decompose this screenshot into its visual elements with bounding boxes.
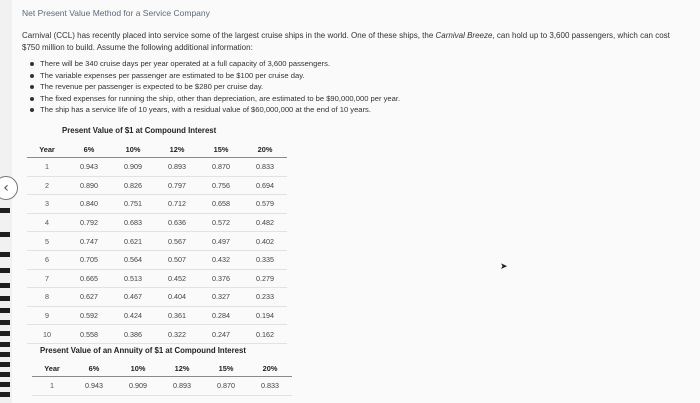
factor-cell: 0.592 [67, 306, 111, 325]
annuity-table [32, 360, 292, 396]
column-header: 12% [160, 360, 204, 377]
factor-cell: 0.327 [199, 288, 243, 307]
column-header: 6% [67, 141, 111, 158]
pv-table-title: Present Value of $1 at Compound Interest [62, 126, 217, 135]
column-header: 15% [199, 141, 243, 158]
column-header: Year [27, 141, 67, 158]
factor-cell: 0.279 [243, 269, 287, 288]
factor-cell: 0.636 [155, 213, 199, 232]
factor-cell: 0.683 [111, 213, 155, 232]
assumption-item: The revenue per passenger is expected to be $280 per cruise day. [30, 81, 400, 93]
factor-cell: 0.361 [155, 306, 199, 325]
factor-cell: 0.665 [67, 269, 111, 288]
table-row [27, 306, 287, 325]
factor-cell: 0.247 [199, 325, 243, 344]
factor-cell: 0.747 [67, 232, 111, 251]
factor-cell: 0.751 [111, 195, 155, 214]
table-row [27, 269, 287, 288]
edge-tick [0, 283, 10, 288]
factor-cell: 0.558 [67, 325, 111, 344]
column-header: 20% [243, 141, 287, 158]
year-cell: 6 [27, 250, 67, 269]
factor-cell: 0.482 [243, 213, 287, 232]
assumption-item: The variable expenses per passenger are estimated to be $100 per cruise day. [30, 70, 400, 82]
table-row [27, 158, 287, 177]
cursor-arrow-icon: ➤ [500, 262, 508, 272]
column-header: 10% [111, 141, 155, 158]
factor-cell: 0.507 [155, 250, 199, 269]
chevron-left-icon: ‹ [3, 180, 9, 196]
factor-cell: 0.890 [67, 176, 111, 195]
factor-cell: 0.335 [243, 250, 287, 269]
page-title: Net Present Value Method for a Service Company [22, 8, 210, 18]
factor-cell: 0.712 [155, 195, 199, 214]
factor-cell: 0.756 [199, 176, 243, 195]
factor-cell: 0.705 [67, 250, 111, 269]
factor-cell: 0.826 [111, 176, 155, 195]
factor-cell: 0.833 [248, 377, 292, 396]
table-row [32, 377, 292, 396]
table-row [27, 288, 287, 307]
problem-intro [22, 30, 682, 54]
factor-cell: 0.233 [243, 288, 287, 307]
column-header: 6% [72, 360, 116, 377]
table-row [27, 195, 287, 214]
factor-cell: 0.402 [243, 232, 287, 251]
edge-tick [0, 308, 10, 313]
factor-cell: 0.870 [204, 377, 248, 396]
factor-cell: 0.572 [199, 213, 243, 232]
factor-cell: 0.404 [155, 288, 199, 307]
edge-tick [0, 372, 10, 377]
factor-cell: 0.424 [111, 306, 155, 325]
intro-text-part1: Carnival (CCL) has recently placed into service some of the largest cruise ships in the world. One of these ships, the [22, 31, 436, 40]
table-row [27, 325, 287, 344]
year-cell: 10 [27, 325, 67, 344]
column-header: 20% [248, 360, 292, 377]
factor-cell: 0.432 [199, 250, 243, 269]
edge-tick [0, 392, 10, 397]
table-row [27, 213, 287, 232]
table-header-row [27, 141, 287, 158]
factor-cell: 0.909 [111, 158, 155, 177]
year-cell: 9 [27, 306, 67, 325]
factor-cell: 0.497 [199, 232, 243, 251]
assumption-item: The ship has a service life of 10 years, with a residual value of $60,000,000 at the end of 10 years. [30, 104, 400, 116]
edge-tick [0, 252, 10, 257]
table-row [27, 232, 287, 251]
left-edge-strip [0, 0, 12, 403]
column-header: 15% [204, 360, 248, 377]
column-header: Year [32, 360, 72, 377]
factor-cell: 0.564 [111, 250, 155, 269]
table-header-row [32, 360, 292, 377]
factor-cell: 0.943 [72, 377, 116, 396]
factor-cell: 0.792 [67, 213, 111, 232]
factor-cell: 0.579 [243, 195, 287, 214]
year-cell: 7 [27, 269, 67, 288]
ship-name: Carnival Breeze [435, 31, 493, 40]
factor-cell: 0.943 [67, 158, 111, 177]
assumption-list [30, 58, 400, 116]
factor-cell: 0.194 [243, 306, 287, 325]
factor-cell: 0.621 [111, 232, 155, 251]
edge-tick [0, 268, 10, 273]
present-value-table [27, 141, 287, 344]
year-cell: 1 [32, 377, 72, 396]
table-row [27, 250, 287, 269]
factor-cell: 0.322 [155, 325, 199, 344]
edge-tick [0, 208, 10, 213]
factor-cell: 0.567 [155, 232, 199, 251]
factor-cell: 0.893 [155, 158, 199, 177]
factor-cell: 0.694 [243, 176, 287, 195]
year-cell: 4 [27, 213, 67, 232]
factor-cell: 0.467 [111, 288, 155, 307]
factor-cell: 0.909 [116, 377, 160, 396]
edge-tick [0, 362, 10, 367]
year-cell: 1 [27, 158, 67, 177]
edge-tick [0, 232, 10, 237]
year-cell: 5 [27, 232, 67, 251]
edge-tick [0, 352, 10, 357]
factor-cell: 0.376 [199, 269, 243, 288]
column-header: 10% [116, 360, 160, 377]
factor-cell: 0.893 [160, 377, 204, 396]
year-cell: 2 [27, 176, 67, 195]
column-header: 12% [155, 141, 199, 158]
table-row [27, 176, 287, 195]
year-cell: 8 [27, 288, 67, 307]
assumption-item: There will be 340 cruise days per year operated at a full capacity of 3,600 passengers. [30, 58, 400, 70]
factor-cell: 0.658 [199, 195, 243, 214]
factor-cell: 0.840 [67, 195, 111, 214]
factor-cell: 0.162 [243, 325, 287, 344]
edge-tick [0, 296, 10, 301]
year-cell: 3 [27, 195, 67, 214]
intro-text-part2: , can hold up to 3,600 passengers, which can cost $750 million to build. Assume the following additional information: [22, 31, 670, 52]
edge-tick [0, 331, 10, 336]
factor-cell: 0.833 [243, 158, 287, 177]
factor-cell: 0.386 [111, 325, 155, 344]
factor-cell: 0.627 [67, 288, 111, 307]
factor-cell: 0.797 [155, 176, 199, 195]
edge-tick [0, 342, 10, 347]
factor-cell: 0.870 [199, 158, 243, 177]
factor-cell: 0.284 [199, 306, 243, 325]
factor-cell: 0.452 [155, 269, 199, 288]
annuity-table-title: Present Value of an Annuity of $1 at Compound Interest [40, 346, 246, 355]
assumption-item: The fixed expenses for running the ship, other than depreciation, are estimated to be $90,000,000 per year. [30, 93, 400, 105]
edge-tick [0, 382, 10, 387]
factor-cell: 0.513 [111, 269, 155, 288]
edge-tick [0, 320, 10, 325]
back-button[interactable] [0, 176, 18, 200]
